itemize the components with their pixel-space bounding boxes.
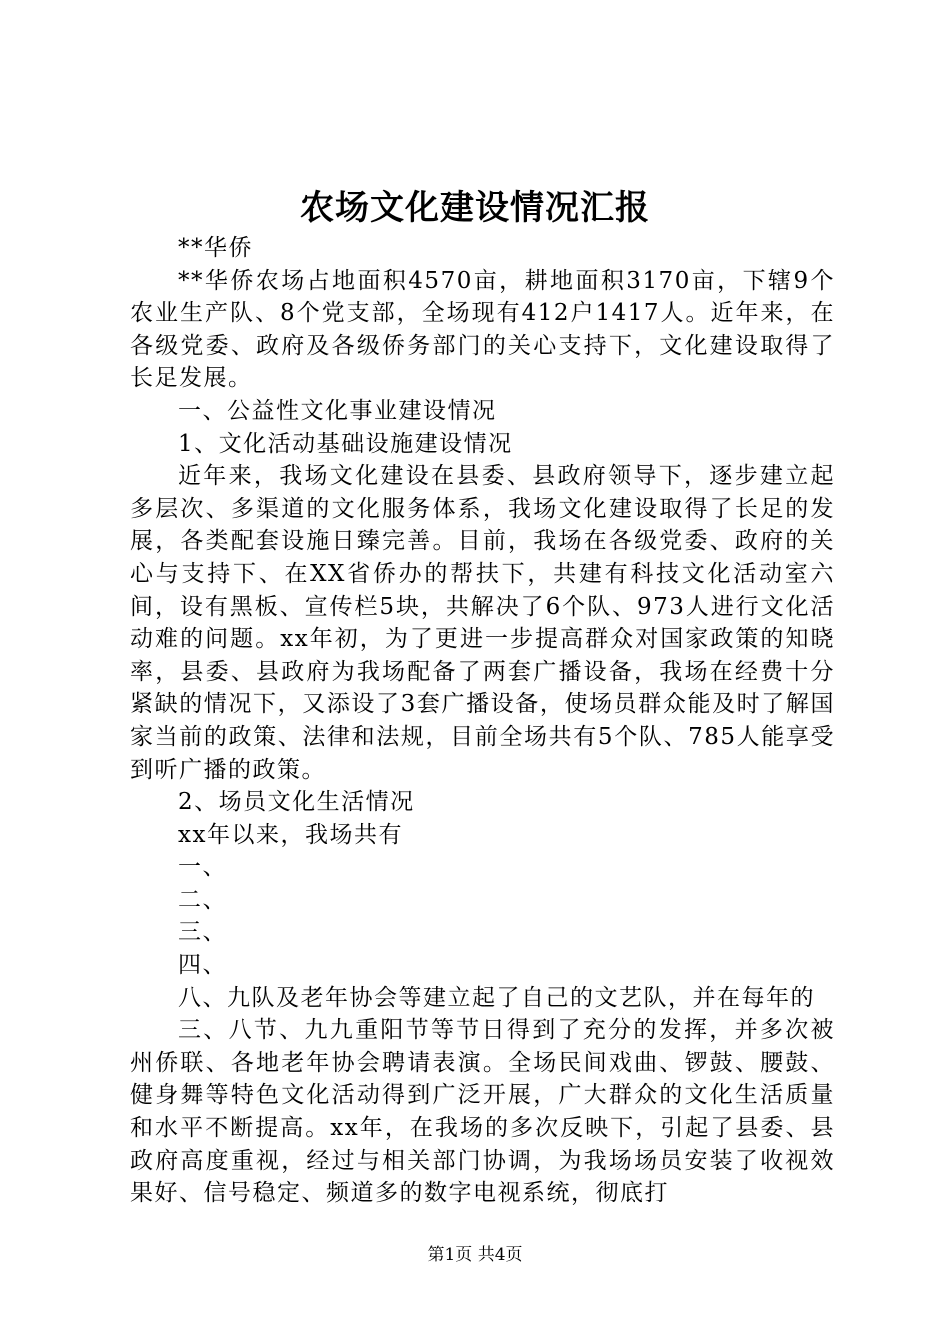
list-item: 四、 [178,952,227,979]
body-paragraph: 三、八节、九九重阳节等节日得到了充分的发挥，并多次被州侨联、各地老年协会聘请表演。全场民间戏曲、锣鼓、腰鼓、健身舞等特色文化活动得到广泛开展，广大群众的文化生活质量和水平不断提高。xx年，在我场的多次反映下，引起了县委、县政府高度重视，经过与相关部门协调，为我场场员安装了收视效果好、信号稳定、频道多的数字电视系统，彻底打 [130,1017,835,1207]
body-paragraph: 近年来，我场文化建设在县委、县政府领导下，逐步建立起多层次、多渠道的文化服务体系，我场文化建设取得了长足的发展，各类配套设施日臻完善。目前，我场在各级党委、政府的关心与支持下、在XX省侨办的帮扶下，共建有科技文化活动室六间，设有黑板、宣传栏5块，共解决了6个队、973人进行文化活动难的问题。xx年初，为了更进一步提高群众对国家政策的知晓率，县委、县政府为我场配备了两套广播设备，我场在经费十分紧缺的情况下，又添设了3套广播设备，使场员群众能及时了解国家当前的政策、法律和法规，目前全场共有5个队、785人能享受到听广播的政策。 [130,463,835,783]
body-line: xx年以来，我场共有 [178,821,403,848]
body-paragraph: 八、九队及老年协会等建立起了自己的文艺队，并在每年的 [178,984,815,1011]
document-body [130,232,835,1210]
subsection-heading: 1、文化活动基础设施建设情况 [178,430,513,457]
author-line: **华侨 [178,235,253,261]
page-number-footer: 第1页 共4页 [427,1245,523,1265]
list-item: 二、 [178,886,227,913]
document-title: 农场文化建设情况汇报 [300,188,650,228]
intro-paragraph: **华侨农场占地面积4570亩，耕地面积3170亩，下辖9个农业生产队、8个党支部，全场现有412户1417人。近年来，在各级党委、政府及各级侨务部门的关心支持下，文化建设取得了长足发展。 [130,267,835,392]
section-heading: 一、公益性文化事业建设情况 [178,397,497,424]
subsection-heading: 2、场员文化生活情况 [178,789,415,816]
list-item: 三、 [178,919,227,946]
list-item: 一、 [178,854,227,881]
